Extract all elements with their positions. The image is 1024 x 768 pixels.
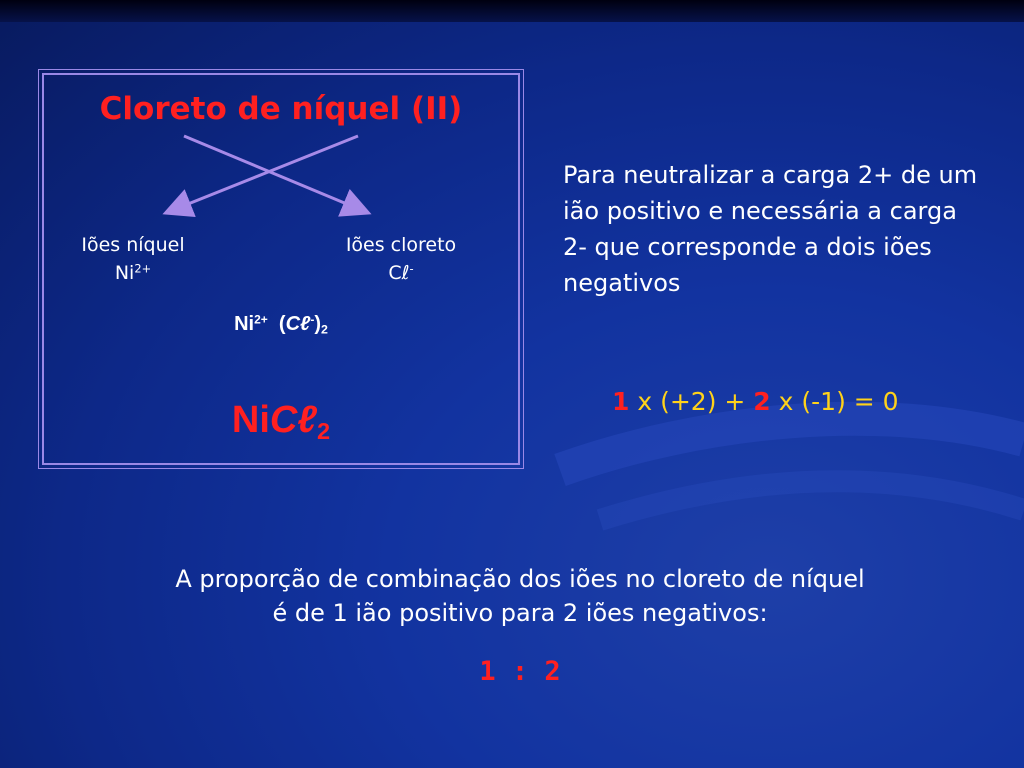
nickel-ion-symbol: $Ni^{2+}$ (114, 261, 152, 284)
ratio-text: 1 : 2 (479, 656, 561, 687)
chloride-ion-label (326, 231, 476, 287)
chemical-formula: NiCℓ$_2$ (231, 399, 331, 445)
chloride-ion-symbol: Cℓ- (388, 261, 414, 284)
chloride-ion-name: Iões cloreto (345, 234, 457, 256)
explanation-text: Para neutralizar a carga 2+ de um ião positivo e necessária a carga 2- que corresponde a dois iões negativos (563, 161, 978, 297)
compound-title: Cloreto de níquel (II) (99, 91, 463, 127)
nickel-ion-name: Iões níquel (81, 234, 185, 256)
conclusion-text: A proporção de combinação dos iões no cloreto de níquel é de 1 ião positivo para 2 iões negativos: (175, 565, 865, 627)
charge-equation: 1 x (+2) + 2 x (-1) = 0 (612, 387, 899, 416)
ionic-formula: $Ni^{2+}$ $(C\ell^-)_2$ (234, 312, 328, 337)
compound-box (42, 73, 520, 465)
nickel-ion-label (58, 231, 208, 287)
